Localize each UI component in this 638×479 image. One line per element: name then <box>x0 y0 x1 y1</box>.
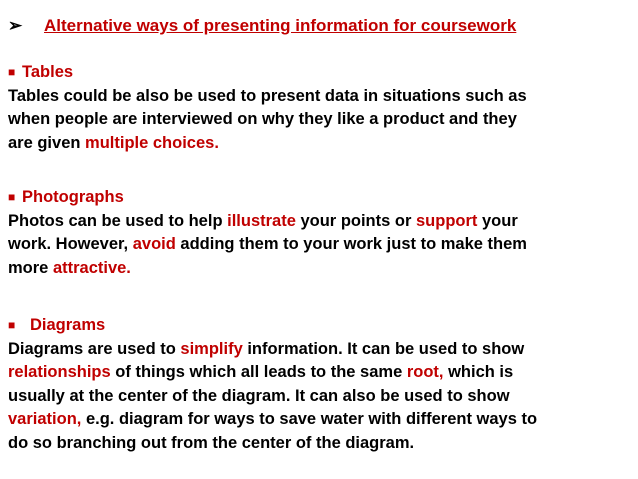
square-bullet-icon: ■ <box>8 318 16 332</box>
tables-line-3 <box>8 132 634 156</box>
highlight-support: support <box>415 211 478 230</box>
diagrams-line-4-a: e.g. diagram for ways to save water with different ways to <box>81 410 538 428</box>
diagrams-line-2 <box>8 361 634 385</box>
tables-line-3-text: are given <box>8 133 86 152</box>
tables-line-2: when people are interviewed on why they like a product and they <box>8 110 517 128</box>
photographs-line-1-c: your <box>477 211 518 230</box>
highlight-root: root, <box>406 363 444 381</box>
highlight-multiple-choices: multiple choices. <box>85 133 219 152</box>
photographs-line-3-a: more <box>8 258 53 277</box>
tables-title <box>8 61 634 85</box>
diagrams-line-2-b: which is <box>443 363 514 381</box>
tables-title-text: Tables <box>22 63 74 81</box>
highlight-avoid: avoid <box>132 235 176 253</box>
photographs-line-1-b: your points or <box>295 211 416 230</box>
diagrams-line-5: do so branching out from the center of the diagram. <box>8 433 415 452</box>
diagrams-line-2-a: of things which all leads to the same <box>110 363 407 381</box>
square-bullet-icon: ■ <box>8 65 16 79</box>
arrow-bullet-icon: ➢ <box>8 16 23 35</box>
photographs-title-text: Photographs <box>22 188 124 206</box>
diagrams-line-1 <box>8 338 634 362</box>
highlight-illustrate: illustrate <box>227 211 296 230</box>
heading-title: Alternative ways of presenting information for coursework <box>44 16 517 35</box>
photographs-line-2-a: work. However, <box>8 235 133 253</box>
tables-section <box>8 61 634 155</box>
diagrams-line-4 <box>8 408 634 432</box>
diagrams-section <box>8 314 634 455</box>
diagrams-line-1-b: information. It can be used to show <box>242 339 525 358</box>
slide-heading <box>8 15 516 37</box>
tables-line-1: Tables could be also be used to present data in situations such as <box>8 86 527 105</box>
photographs-line-3 <box>8 257 634 281</box>
diagrams-title-text: Diagrams <box>30 316 106 334</box>
photographs-line-1 <box>8 210 634 234</box>
diagrams-line-1-a: Diagrams are used to <box>8 339 181 358</box>
photographs-line-2-b: adding them to your work just to make them <box>175 235 527 253</box>
highlight-variation: variation, <box>8 410 82 428</box>
photographs-section <box>8 186 634 280</box>
photographs-line-2 <box>8 233 634 257</box>
photographs-title <box>8 186 634 210</box>
square-bullet-icon: ■ <box>8 190 16 204</box>
highlight-relationships: relationships <box>8 363 111 381</box>
highlight-attractive: attractive. <box>52 258 131 277</box>
diagrams-title <box>8 314 634 338</box>
photographs-line-1-a: Photos can be used to help <box>8 211 228 230</box>
highlight-simplify: simplify <box>180 339 243 358</box>
diagrams-line-3: usually at the center of the diagram. It can also be used to show <box>8 386 510 405</box>
